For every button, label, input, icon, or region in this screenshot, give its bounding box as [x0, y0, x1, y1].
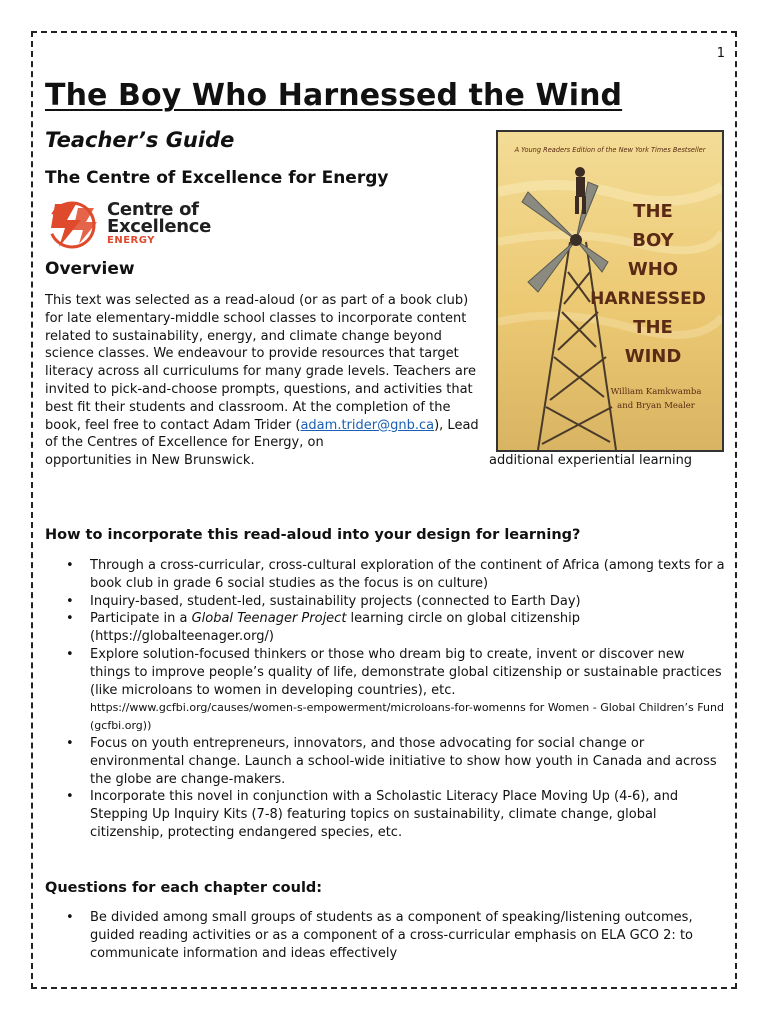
cover-author: and Bryan Mealer — [617, 401, 695, 411]
document-title: The Boy Who Harnessed the Wind — [45, 78, 623, 113]
cover-title-line: THE — [633, 317, 673, 338]
organization-heading: The Centre of Excellence for Energy — [45, 168, 389, 188]
questions-heading: Questions for each chapter could: — [45, 880, 323, 896]
cover-tagline: A Young Readers Edition of the New York Times Bestseller — [514, 146, 706, 154]
overview-paragraph: This text was selected as a read-aloud (or as part of a book club) for late elementary-middle school classes to incorporate content related to sustainability, energy, and climate change beyond science classes. We endeavour to provide resources that target literacy across all curriculums for many grade levels. Teachers are invited to pick-and-choose prompts, questions, and activities that best fit their students and classroom. At the completion of the book, feel free to contact Adam Trider (adam.trider@gnb.ca), Lead of the Centres of Excellence for Energy, on opportunities in New Brunswick. — [45, 293, 479, 469]
questions-list — [45, 909, 725, 962]
cover-title-line: WHO — [627, 259, 679, 280]
cover-author: William Kamkwamba — [610, 387, 702, 397]
list-item: • Through a cross-curricular, cross-cultural exploration of the continent of Africa (among texts for a book club in grade 6 social studies as the focus is on culture) — [45, 557, 725, 593]
document-subtitle: Teacher’s Guide — [45, 128, 235, 152]
gcfbi-link-text: https://www.gcfbi.org/causes/women-s-empowerment/microloans-for-womenns for Women - Global Children’s Fund (gcfbi.org)) — [90, 701, 724, 733]
list-item: • Be divided among small groups of students as a component of speaking/listening outcomes, guided reading activities or as a component of a cross-curricular emphasis on ELA GCO 2: to communicate information and ideas effectively — [45, 909, 725, 962]
list-item: • Incorporate this novel in conjunction with a Scholastic Literacy Place Moving Up (4-6), and Stepping Up Inquiry Kits (7-8) featuring topics on sustainability, climate change, global citizenship, protecting endangered species, etc. — [45, 788, 725, 841]
overview-heading: Overview — [45, 259, 135, 279]
logo-text-line3: ENERGY — [107, 235, 155, 246]
cover-title-line: THE — [633, 201, 673, 222]
lightning-bolt-logo-icon — [45, 200, 99, 250]
logo-text-line2: Excellence — [107, 216, 212, 237]
incorporate-heading: How to incorporate this read-aloud into your design for learning? — [45, 527, 581, 543]
logo-text-line1: Centre of — [107, 199, 199, 220]
page-number: 1 — [716, 46, 725, 61]
cover-title-line: HARNESSED — [590, 289, 706, 309]
list-item: • Focus on youth entrepreneurs, innovators, and those advocating for social change or environmental change. Launch a school-wide initiative to show how youth in Canada and across the globe are change-makers. — [45, 735, 725, 788]
incorporate-list — [45, 557, 725, 842]
cover-title-line: WIND — [624, 346, 682, 367]
list-item: • Inquiry-based, student-led, sustainability projects (connected to Earth Day) — [45, 593, 725, 611]
centre-of-excellence-logo — [45, 200, 265, 250]
list-item: • Explore solution-focused thinkers or those who dream big to create, invent or discover new things to improve people’s quality of life, demonstrate global citizenship or sustainable practices (like microloans to women in developing countries), etc. https://www.gcfbi.org/causes/women-s-empowerment/microloans-for-womenns for Women - Global Children’s Fund (gcfbi.org)) — [45, 646, 725, 735]
email-link[interactable]: adam.trider@gnb.ca — [300, 417, 435, 433]
book-cover-image — [496, 130, 724, 452]
cover-title-line: BOY — [632, 230, 674, 251]
list-item: • Participate in a Global Teenager Project learning circle on global citizenship (https://globalteenager.org/) — [45, 610, 725, 646]
cover-caption: additional experiential learning — [489, 453, 693, 468]
